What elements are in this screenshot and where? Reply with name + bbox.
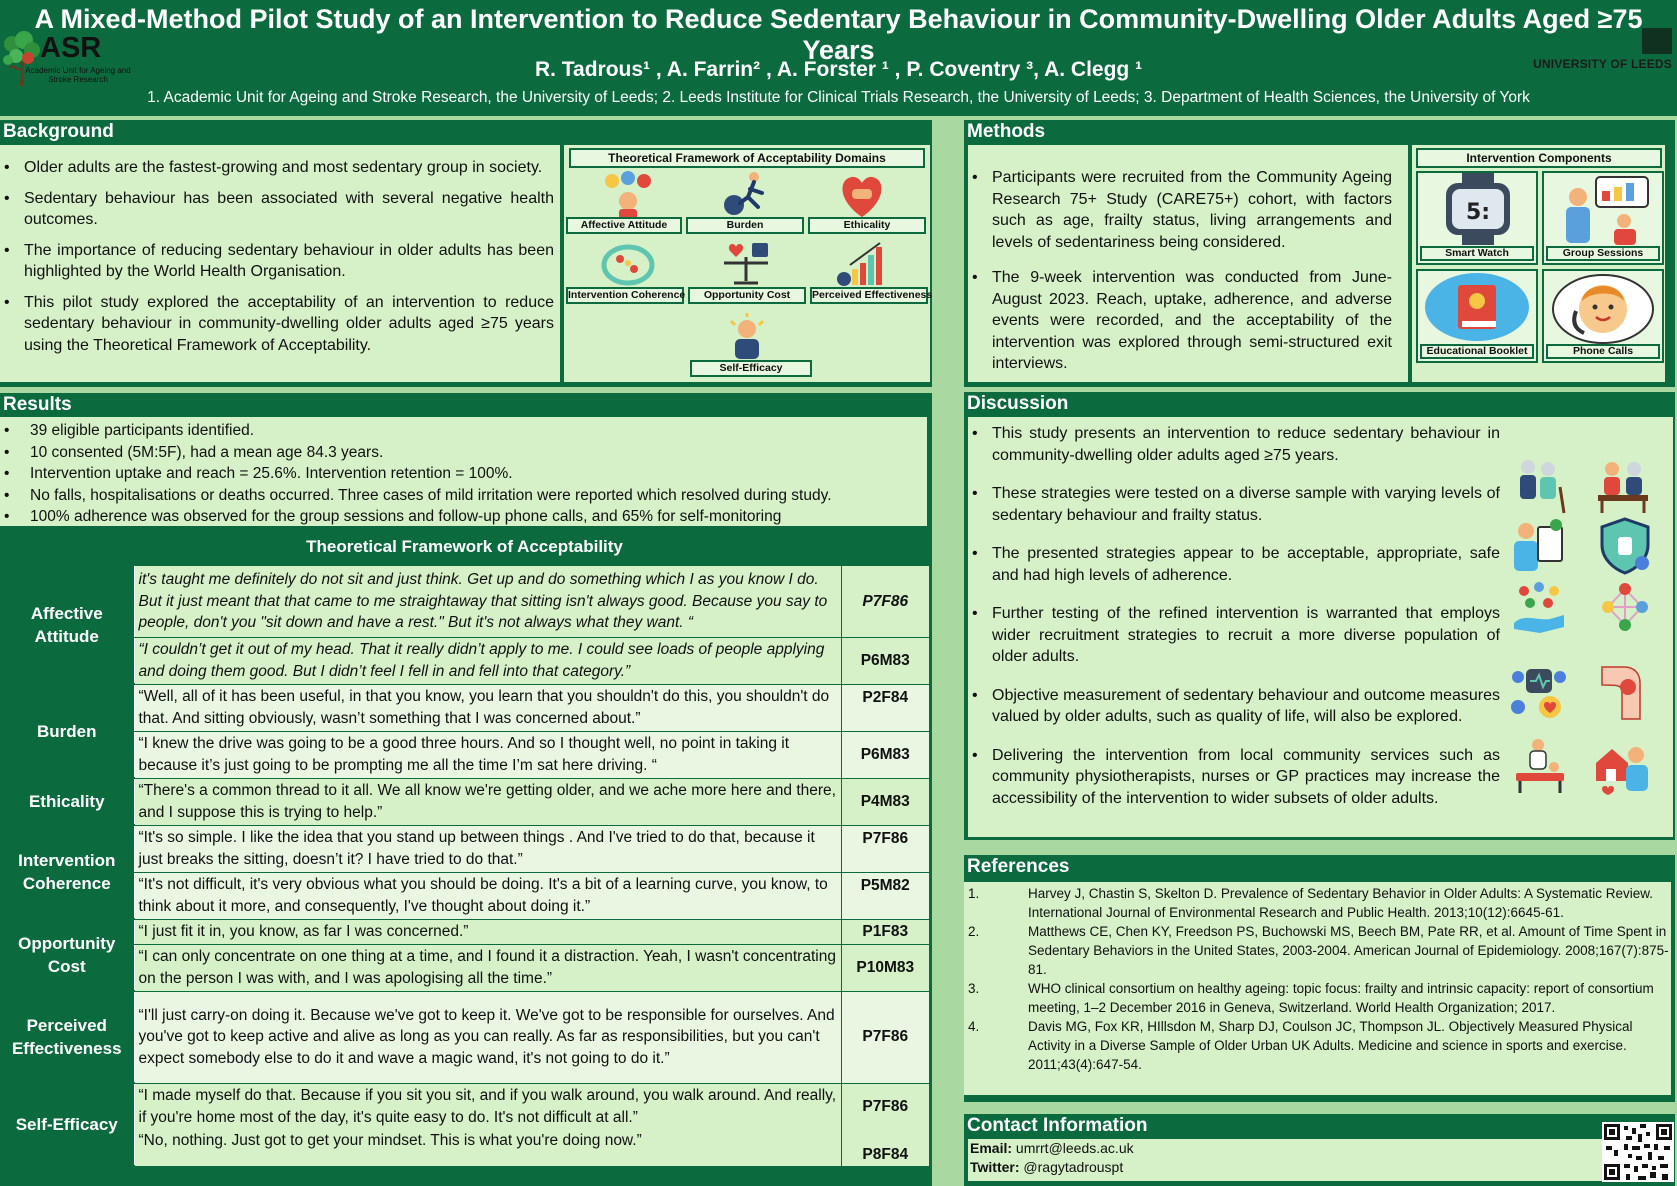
table-row [0,944,929,991]
results-bullet: • Intervention uptake and reach = 25.6%. Intervention retention = 100%. [0,463,927,485]
email-label: Email: [970,1140,1013,1156]
reference-number: 2. [968,924,980,939]
framework-domains-title: Theoretical Framework of Acceptability Domains [569,148,925,168]
domain-label-opportunity-cost: Opportunity Cost [688,287,806,304]
participant-id: P6M83 [841,637,929,684]
component-label-group-sessions: Group Sessions [1546,246,1660,261]
participant-id: P5M82 [841,872,929,919]
discussion-bullet: • Further testing of the refined intervention is warranted that employs wider recruitment strategies to recruit a more diverse population of older adults. [968,603,1500,668]
table-title: Theoretical Framework of Acceptability [0,528,929,566]
quote-cell: “It's not difficult, it's very obvious what you should be doing. It's a bit of a learning curve, you know, to think about it more, and consequently, I've thought about doing it.” [134,872,841,919]
caring-hand-community-icon [1510,579,1568,637]
asr-logo-subtext: Academic Unit for Ageing and Stroke Research [25,66,131,84]
ethicality-icon [834,171,890,219]
intervention-coherence-icon [600,241,656,289]
domain-label-intervention-coherence: Intervention Coherence [566,287,684,304]
quote-cell: “There's a common thread to it all. We all know we're getting older, and we ache more here and there, and I suppose this is trying to help.” [134,778,841,825]
framework-domains-box [564,145,933,382]
table-row [0,731,929,778]
twitter-handle[interactable]: @ragytadrouspt [1023,1159,1124,1175]
participant-id: P7F86 [841,566,929,637]
university-logo-text: UNIVERSITY OF LEEDS [1533,57,1672,71]
perceived-effectiveness-icon [834,239,890,287]
poster-title: A Mixed-Method Pilot Study of an Intervention to Reduce Sedentary Behaviour in Community-Dwelling Older Adults Aged ≥75 Years [34,4,1643,65]
quote-cell: “I made myself do that. Because if you sit you sit, and if you walk around, you walk around. And really, if you're home most of the day, it's quite easy to do. It's not difficult at all.” [134,1083,841,1130]
component-label-smart-watch: Smart Watch [1420,246,1534,261]
domain-label-ethicality: Ethicality [808,217,926,234]
network-people-icon [1596,579,1654,637]
contact-heading: Contact Information [967,1115,1148,1136]
background-bullet: • Older adults are the fastest-growing and most sedentary group in society. [0,157,554,179]
discussion-bullet: • Delivering the intervention from local community services such as community physiotherapists, nurses or GP practices may increase the accessibility of the intervention to wider subsets of older adults. [968,745,1500,810]
authors: R. Tadrous¹ , A. Farrin² , A. Forster ¹ , P. Coventry ³, A. Clegg ¹ [534,58,1143,81]
domain-label-perceived-effectiveness: Perceived Effectiveness [810,287,928,304]
results-bullet: • 100% adherence was observed for the group sessions and follow-up phone calls, and 65% for self-monitoring [0,506,927,528]
burden-icon [718,171,774,219]
twitter-label: Twitter: [970,1159,1020,1175]
quote-cell: “I'll just carry-on doing it. Because we've got to keep it. We've got to be responsible for ourselves. And you've got to keep active and alive as long as you can really. As far as responsibilities, but you can't expect somebody else to do it and wave a magic wand, it's not going to do it.” [134,991,841,1083]
domain-label-burden: Burden [686,217,804,234]
affective-attitude-icon [600,171,656,219]
references-heading: References [967,856,1070,877]
quote-cell: “Well, all of it has been useful, in that you know, you learn that you shouldn't do this, you shouldn't do that. And sitting obviously, wasn’t something that I was concerned about.” [134,684,841,731]
participant-id: P6M83 [841,731,929,778]
affiliations: 1. Academic Unit for Ageing and Stroke Research, the University of Leeds; 2. Leeds Institute for Clinical Trials Research, the University of Leeds; 3. Department of Health Sciences, the University of York [147,89,1530,106]
quote-cell: “I knew the drive was going to be a good three hours. And so I thought well, no point in taking it because it’s just going to be prompting me all the time I’m sat here driving. “ [134,731,841,778]
domain-cell: Ethicality [0,778,134,825]
table-row [0,566,929,637]
poster-header [0,0,1677,116]
component-phone-calls [1542,269,1664,363]
domain-cell: Intervention Coherence [0,825,134,919]
email-link[interactable]: umrrt@leeds.ac.uk [1015,1140,1134,1156]
component-group-sessions [1542,171,1664,265]
results-heading: Results [3,394,72,415]
domain-label-self-efficacy: Self-Efficacy [690,360,812,377]
reference-text: Davis MG, Fox KR, HIllsdon M, Sharp DJ, Coulson JC, Thompson JL. Objectively Measured Physical Activity in a Diverse Sample of Older Urban UK Adults. Medicine and science in sports and exercise. 2011;43(4):647-54. [1028,1019,1633,1072]
component-smart-watch [1416,171,1538,265]
participant-id: P7F86 [841,1083,929,1130]
reference-number: 1. [968,886,980,901]
quote-cell: it's taught me definitely do not sit and just think. Get up and do something which I as you know I do. But it just meant that that came to me straightaway that sitting isn't always good. Because you say to people, don't you "sit down and have a rest." But it's not always what they want. “ [134,566,841,637]
background-bullet: • The importance of reducing sedentary behaviour in older adults has been highlighted by the World Health Organisation. [0,240,554,283]
references-list [964,882,1671,1095]
background-text [0,145,560,382]
educational-booklet-icon [1422,271,1532,345]
participant-id: P7F86 [841,825,929,872]
results-bullet: • 10 consented (5M:5F), had a mean age 84.3 years. [0,442,927,464]
discussion-bullet: • These strategies were tested on a diverse sample with varying levels of sedentary behaviour and frailty status. [968,483,1500,526]
opportunity-cost-icon [718,239,774,287]
phone-calls-icon [1548,271,1658,345]
svg-text:5:: 5: [1465,200,1491,225]
domain-cell: Opportunity Cost [0,919,134,991]
participant-id: P7F86 [841,991,929,1083]
contact-twitter-row [970,1158,1673,1177]
community-nurse-icon [1594,737,1652,795]
quote-cell: “I just fit it in, you know, as far I was concerned.” [134,919,841,944]
participant-id: P10M83 [841,944,929,991]
doctor-checklist-icon [1510,517,1568,575]
results-bullet: • No falls, hospitalisations or deaths occurred. Three cases of mild irritation were reported which resolved during study. [0,485,927,507]
table-row [0,637,929,684]
discussion-bullet: • The presented strategies appear to be acceptable, appropriate, safe and had high levels of adherence. [968,543,1500,586]
asr-logo [2,30,132,88]
component-educational-booklet [1416,269,1538,363]
reference-text: WHO clinical consortium on healthy ageing: topic focus: frailty and intrinsic capacity: report of consortium meeting, 1–2 December 2016 in Geneva, Switzerland. World Health Organization; 2017. [1028,981,1654,1015]
participant-id: P4M83 [841,778,929,825]
reference-item [964,922,1671,979]
university-crest-icon [1642,28,1672,54]
table-row [0,919,929,944]
joint-pain-icon [1596,663,1654,721]
participant-id: P1F83 [841,919,929,944]
domain-cell: Perceived Effectiveness [0,991,134,1083]
framework-quotes-table [0,528,929,1167]
intervention-components-box [1412,145,1665,382]
group-sessions-icon [1560,173,1650,247]
reference-item [964,884,1671,922]
domain-label-affective-attitude: Affective Attitude [566,217,682,234]
qr-code[interactable] [1602,1122,1674,1182]
health-monitoring-icon [1510,663,1568,721]
reference-number: 4. [968,1019,980,1034]
component-label-phone-calls: Phone Calls [1546,344,1660,359]
contact-email-row [970,1139,1673,1158]
discussion-text [968,417,1673,837]
table-row [0,778,929,825]
methods-text [968,145,1408,382]
quote-cell: “No, nothing. Just got to get your mindset. This is what you're doing now.” [134,1130,841,1166]
methods-bullet: • Participants were recruited from the Community Ageing Research 75+ Study (CARE75+) cohort, with factors such as age, frailty status, living arrangements and levels of sedentariness being considered. [968,167,1392,253]
discussion-heading: Discussion [967,393,1069,414]
qr-code-icon [1602,1122,1674,1182]
intervention-components-title: Intervention Components [1416,148,1662,168]
domain-cell: Self-Efficacy [0,1083,134,1166]
participant-id: P2F84 [841,684,929,731]
seated-group-icon [1594,457,1652,515]
quote-cell: “It's so simple. I like the idea that you stand up between things . And I've tried to do that, because it just breaks the sitting, doesn’t it? I have tried to do that.” [134,825,841,872]
shield-thumbs-up-icon [1596,517,1654,575]
background-bullet: • Sedentary behaviour has been associated with several negative health outcomes. [0,188,554,231]
table-row [0,991,929,1083]
discussion-bullet: • Objective measurement of sedentary behaviour and outcome measures valued by older adults, such as quality of life, will also be explored. [968,685,1500,728]
table-row [0,872,929,919]
contact-details [968,1139,1673,1181]
self-efficacy-icon [719,313,775,361]
table-row [0,1083,929,1130]
reference-text: Matthews CE, Chen KY, Freedson PS, Buchowski MS, Beech BM, Pate RR, et al. Amount of Time Spent in Sedentary Behaviors in the United States, 2003-2004. American Journal of Epidemiology. 2008;167(7):875-81. [1028,924,1669,977]
component-label-educational-booklet: Educational Booklet [1420,344,1534,359]
table-row [0,684,929,731]
results-text [0,417,927,526]
smart-watch-icon [1438,173,1518,245]
table-row [0,1130,929,1166]
older-couple-icon [1510,457,1568,515]
domain-cell: Affective Attitude [0,566,134,684]
methods-bullet: • The 9-week intervention was conducted from June-August 2023. Reach, uptake, adherence, and adverse events were recorded, and the acceptability of the intervention was explored through semi-structured exit interviews. [968,267,1392,375]
university-logo [1516,26,1674,74]
methods-heading: Methods [967,121,1046,142]
reference-item [964,979,1671,1017]
physiotherapist-icon [1510,737,1568,795]
domain-cell: Burden [0,684,134,778]
quote-cell: “I can only concentrate on one thing at a time, and I found it a distraction. Yeah, I wasn't concentrating on the person I was with, and I was apologising all the time.” [134,944,841,991]
participant-id: P8F84 [841,1130,929,1166]
results-bullet: • 39 eligible participants identified. [0,420,927,442]
table-row [0,825,929,872]
quote-cell: “I couldn’t get it out of my head. That it really didn’t apply to me. I could see loads of people applying and doing them good. But I didn’t feel I fell in and fell into that category.” [134,637,841,684]
reference-item [964,1017,1671,1074]
background-bullet: • This pilot study explored the acceptability of an intervention to reduce sedentary behaviour in community-dwelling older adults aged ≥75 years using the Theoretical Framework of Acceptability. [0,292,554,357]
background-heading: Background [3,121,114,142]
discussion-bullet: • This study presents an intervention to reduce sedentary behaviour in community-dwelling older adults aged ≥75 years. [968,423,1500,466]
reference-number: 3. [968,981,980,996]
reference-text: Harvey J, Chastin S, Skelton D. Prevalence of Sedentary Behavior in Older Adults: A Systematic Review. International Journal of Environmental Research and Public Health. 2013;10(12):6645-61. [1028,886,1654,920]
asr-logo-text: ASR [40,32,102,64]
